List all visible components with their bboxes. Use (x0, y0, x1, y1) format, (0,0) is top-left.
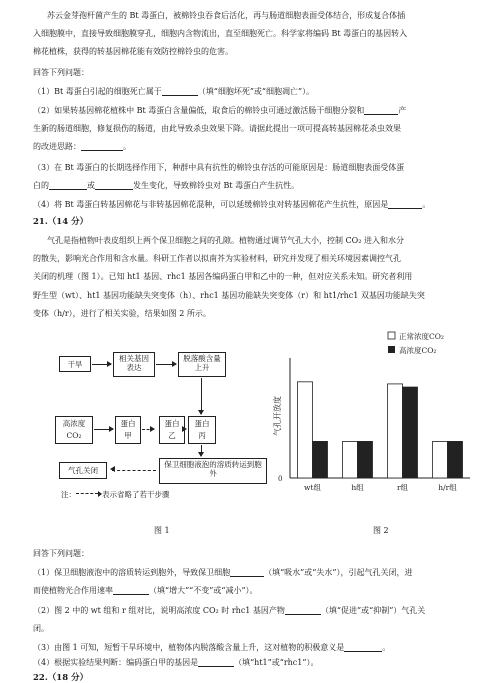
co2-box: 高浓度CO₂ (55, 416, 93, 444)
answer-blank[interactable] (198, 657, 234, 667)
q21-sub1-line1 (33, 567, 473, 579)
answer-blank[interactable] (388, 199, 422, 209)
legend-swatch-high (388, 346, 395, 353)
answer-blank[interactable] (344, 642, 382, 652)
question-21-number: 21.（14 分） (33, 217, 89, 227)
bar-high-1 (358, 441, 373, 478)
intro-line-3: 棉花植株，获得的转基因棉花能有效防控棉铃虫的危害。 (33, 47, 233, 56)
q20-sub3-or: 或 (87, 181, 95, 190)
q21-sub1-hint2: （填“增大”“不变”或“减小”）。 (149, 586, 258, 595)
answer-blank[interactable] (285, 605, 321, 615)
stomata-close-box: 气孔关闭 (59, 462, 107, 479)
legend-swatch-normal (388, 332, 395, 339)
q21-para-1: 气孔是指植物叶表皮组织上两个保卫细胞之间的孔隙。植物通过调节气孔大小，控制 CO₂ 进入和水分 (47, 236, 404, 245)
note-label: 注： (61, 490, 76, 499)
aba-box: 脱落酸含量上升 (178, 352, 226, 377)
q20-sub3-a: 白的 (33, 181, 49, 190)
q20-sub4 (33, 199, 473, 211)
q20-sub3-tail: 发生变化，导致棉铃虫对 Bt 毒蛋白产生抗性。 (133, 181, 300, 190)
q21-para-5: 变体（h/r），进行了相关实验，结果如图 2 所示。 (33, 309, 211, 318)
bar-high-3 (448, 441, 463, 478)
q21-sub1-text: （1）保卫细胞液泡中的溶质转运到胞外，导致保卫细胞 (33, 568, 231, 577)
q20-sub2-line2: 生新的肠道细胞，修复损伤的肠道，由此导致杀虫效果下降。请据此提出一项可提高转基因棉花杀虫效果 (33, 124, 401, 133)
bar-high-2 (403, 387, 418, 478)
q21-sub2-hint: （填“促进”或“抑制”）气孔关 (320, 606, 426, 615)
arrow-drought-to-gene (92, 364, 111, 365)
intro-line-2: 入细胞膜中，直接导致细胞膜穿孔，细胞内含物流出，直至细胞死亡。科学家将编码 Bt 毒蛋白的基因转入 (33, 29, 408, 38)
q21-para-3: 关闭的机理（图 1）。已知 ht1 基因、rhc1 基因各编码蛋白甲和乙中的一种，但对应关系未知。研究者利用 (33, 272, 413, 281)
q21-sub1-cont: 而使植物光合作用速率 (33, 586, 113, 595)
arrow-protc-to-guard (201, 445, 202, 456)
answer-blank[interactable] (113, 585, 149, 595)
figure-1-caption: 图 1 (154, 526, 170, 535)
arrow-co2-to-prota (94, 429, 113, 430)
q20-sub3-line2 (33, 180, 473, 192)
q20-sub2-line1 (33, 105, 473, 117)
q21-sub4-text: （4）根据实验结果判断：编码蛋白甲的基因是 (33, 658, 199, 667)
bar-normal-3 (433, 441, 448, 478)
q20-sub4-text: （4）将 Bt 毒蛋白转基因棉花与非转基因棉花混种，可以延缓棉铃虫对转基因棉花产生抗性，原因是 (33, 200, 389, 209)
question-22-number: 22.（18 分） (33, 673, 89, 683)
gene-expression-box: 相关基因表达 (113, 352, 155, 377)
bar-high-0 (313, 441, 328, 478)
dashed-link-guard-to-close (112, 470, 156, 471)
origin-label: 0 (278, 475, 283, 483)
q21-sub4 (33, 657, 473, 669)
answer-blank[interactable] (364, 105, 398, 115)
protein-a-box: 蛋白甲 (115, 416, 141, 444)
legend-label-normal: 正常浓度CO₂ (399, 332, 444, 341)
bar-normal-0 (298, 382, 313, 478)
q21-sub4-hint: （填“ht1”或“rhc1”）。 (234, 658, 319, 667)
q21-sub1-line2 (33, 585, 473, 597)
answer-blank[interactable] (81, 141, 123, 151)
q20-sub2-tail: 产 (398, 106, 407, 115)
figure-2-bar-chart (270, 318, 475, 518)
x-tick-label: h组 (351, 483, 364, 492)
arrow-aba-to-protc (201, 378, 202, 414)
y-axis-label: 气孔开放度 (273, 396, 282, 436)
x-tick-label: r组 (396, 483, 409, 492)
note-text: 表示省略了若干步骤 (102, 490, 170, 499)
q20-prompt: 回答下列问题： (33, 68, 89, 77)
q21-sub3 (33, 642, 473, 654)
q20-sub1-hint: （填“细胞坏死”或“细胞凋亡”）。 (197, 87, 315, 96)
q20-sub2-text: （2）如果转基因棉花植株中 Bt 毒蛋白含量偏低，取食后的棉铃虫可通过激活肠干细胞分裂和 (33, 106, 365, 115)
q21-sub2-line1 (33, 605, 473, 617)
intro-line-1: 苏云金芽孢杆菌产生的 Bt 毒蛋白，被棉铃虫吞食后活化，再与肠道细胞表面受体结合，形成复合体插 (47, 11, 406, 20)
q20-sub1 (33, 86, 473, 98)
q21-para-4: 野生型（wt）、ht1 基因功能缺失突变体（h）、rhc1 基因功能缺失突变体（r）和 ht1/rhc1 双基因功能缺失突 (33, 291, 425, 300)
q20-sub4-end: 。 (422, 200, 431, 209)
arrow-head-to-close (110, 466, 115, 472)
q21-sub3-end: 。 (382, 643, 391, 652)
legend-label-high: 高浓度CO₂ (399, 346, 437, 355)
figure-2-caption: 图 2 (373, 526, 389, 535)
x-tick-label: h/r组 (438, 483, 457, 492)
guard-cell-box: 保卫细胞液泡的溶质转运到胞外 (159, 458, 267, 484)
q21-sub2-line2: 闭。 (33, 624, 49, 633)
q21-para-2: 的散失，影响光合作用和含水量。科研工作者以拟南芥为实验材料，研究并发现了相关环境因素调控气孔 (33, 254, 401, 263)
figure-1-note (61, 489, 170, 500)
answer-blank[interactable] (95, 180, 133, 190)
q21-sub2-text: （2）图 2 中的 wt 组和 r 组对比，说明高浓度 CO₂ 时 rhc1 基因产物 (33, 606, 285, 615)
arrow-gene-to-aba (156, 364, 176, 365)
answer-blank[interactable] (162, 86, 198, 96)
q20-sub2-lead: 的改进思路： (33, 142, 81, 151)
protein-b-box: 蛋白乙 (159, 416, 185, 444)
drought-box: 干旱 (59, 356, 91, 372)
q21-sub1-hint: （填“吸水”或“失水”），引起气孔关闭，进 (264, 568, 413, 577)
q21-prompt: 回答下列问题： (33, 549, 89, 558)
answer-blank[interactable] (230, 567, 264, 577)
bar-normal-1 (343, 441, 358, 478)
protein-c-box: 蛋白丙 (188, 416, 216, 444)
dashed-arrow-legend (76, 493, 98, 494)
answer-blank[interactable] (49, 180, 87, 190)
bar-normal-2 (388, 384, 403, 478)
q20-sub2-line3: 的改进思路： 。 (33, 142, 131, 151)
q20-sub1-text: （1）Bt 毒蛋白引起的细胞死亡属于 (33, 87, 162, 96)
figure-1-diagram (55, 352, 270, 507)
x-tick-label: wt组 (304, 483, 321, 492)
q20-sub3-line1: （3）在 Bt 毒蛋白的长期选择作用下，种群中具有抗性的棉铃虫存活的可能原因是：肠道细胞表面受体蛋 (33, 163, 405, 172)
q21-sub3-text: （3）由图 1 可知，短暂干旱环境中，植物体内脱落酸含量上升，这对植物的积极意义是 (33, 643, 345, 652)
